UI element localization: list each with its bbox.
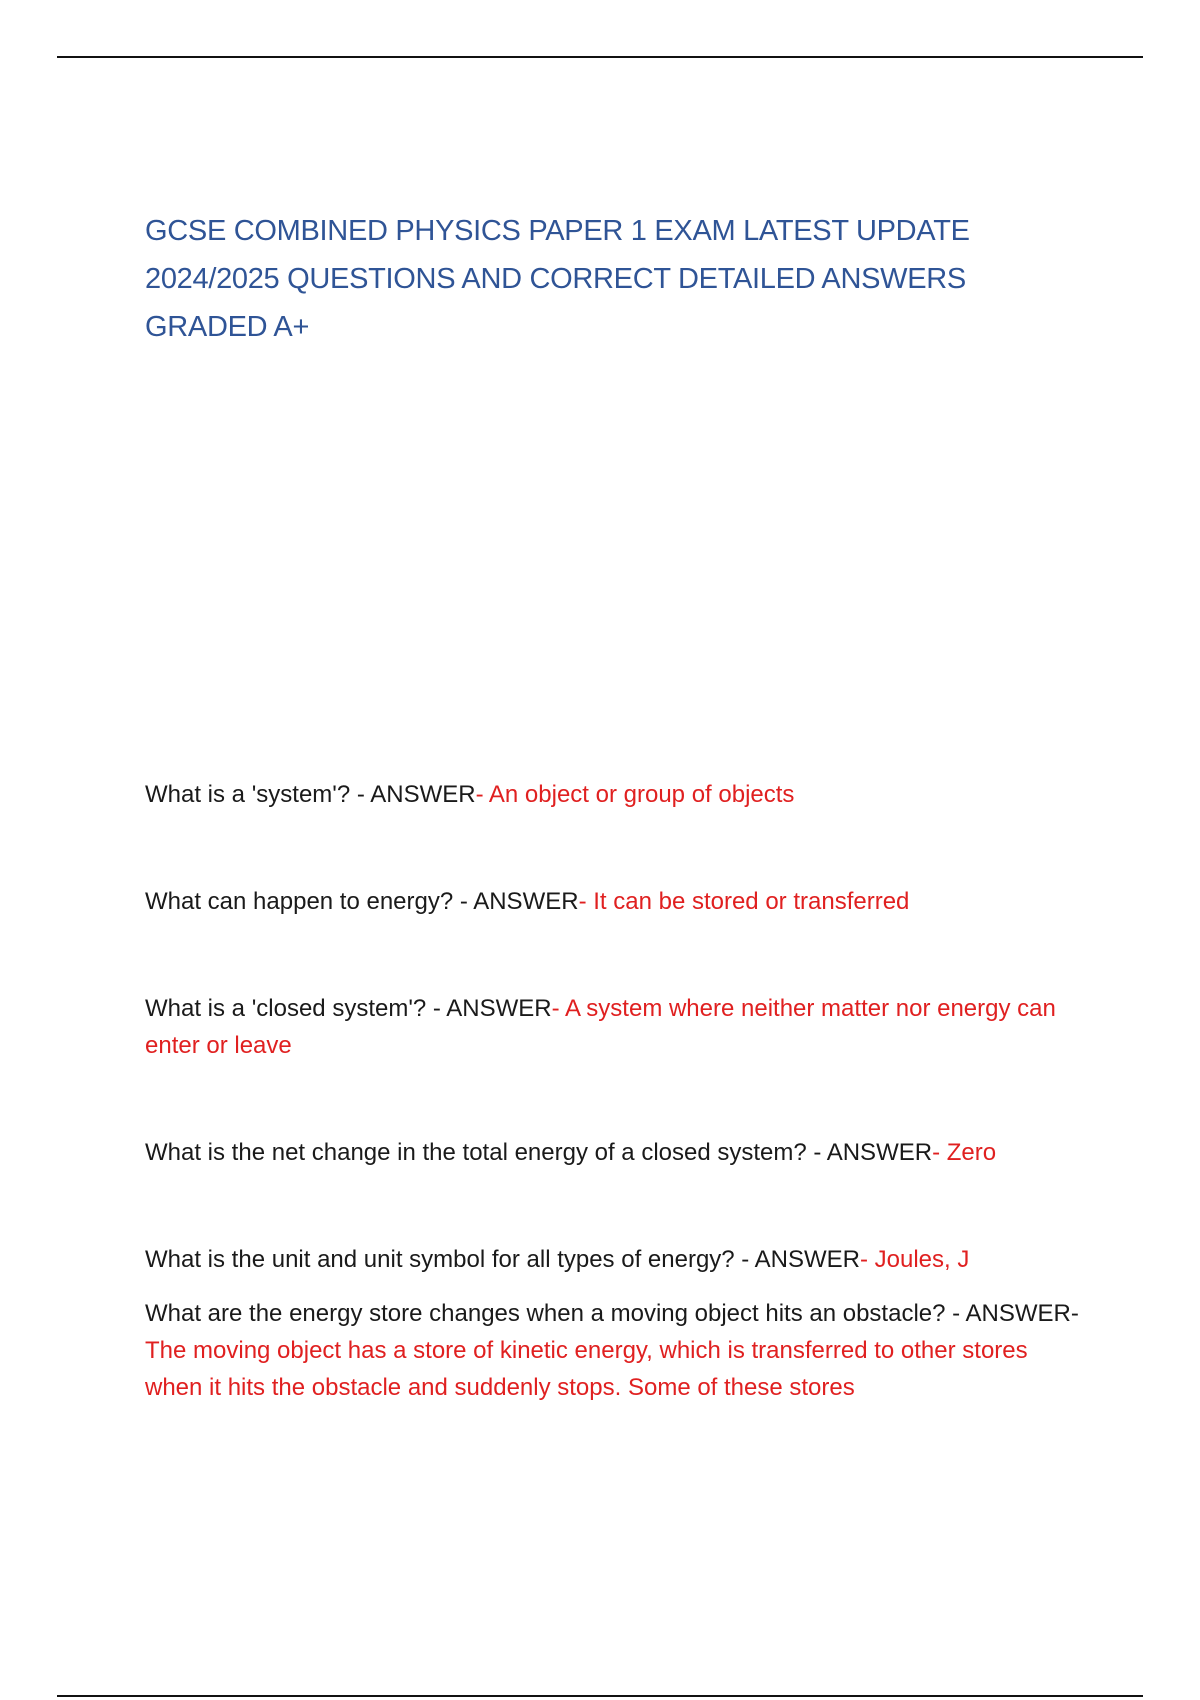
question-text: What is a 'system'? - ANSWER: [145, 781, 476, 808]
document-title: GCSE COMBINED PHYSICS PAPER 1 EXAM LATEST UPDATE 2024/2025 QUESTIONS AND CORRECT DETAILED ANSWERS GRADED A+: [145, 215, 970, 343]
qa-item-3: [145, 990, 1085, 1064]
question-text: What are the energy store changes when a moving object hits an obstacle? - ANSWER-: [145, 1300, 1079, 1327]
answer-text: - An object or group of objects: [475, 781, 795, 808]
question-text: What is the net change in the total energy of a closed system? - ANSWER: [145, 1139, 933, 1166]
qa-item-2: [145, 883, 1085, 920]
question-text: What can happen to energy? - ANSWER: [145, 888, 579, 915]
answer-text: The moving object has a store of kinetic energy, which is transferred to other stores when it hits the obstacle and suddenly stops. Some of these stores: [145, 1337, 1028, 1401]
qa-item-4: [145, 1134, 1085, 1171]
question-text: What is a 'closed system'? - ANSWER: [145, 995, 552, 1022]
answer-text: - A system where neither matter nor energy can enter or leave: [145, 995, 1056, 1059]
question-text: What is the unit and unit symbol for all types of energy? - ANSWER: [145, 1246, 860, 1273]
qa-item-6: [145, 1295, 1085, 1406]
qa-item-5: [145, 1241, 1085, 1278]
answer-text: - Joules, J: [859, 1246, 970, 1273]
top-rule: [57, 56, 1143, 58]
bottom-rule: [57, 1695, 1143, 1697]
answer-text: - It can be stored or transferred: [578, 888, 910, 915]
qa-item-1: [145, 776, 1085, 813]
answer-text: - Zero: [932, 1139, 997, 1166]
